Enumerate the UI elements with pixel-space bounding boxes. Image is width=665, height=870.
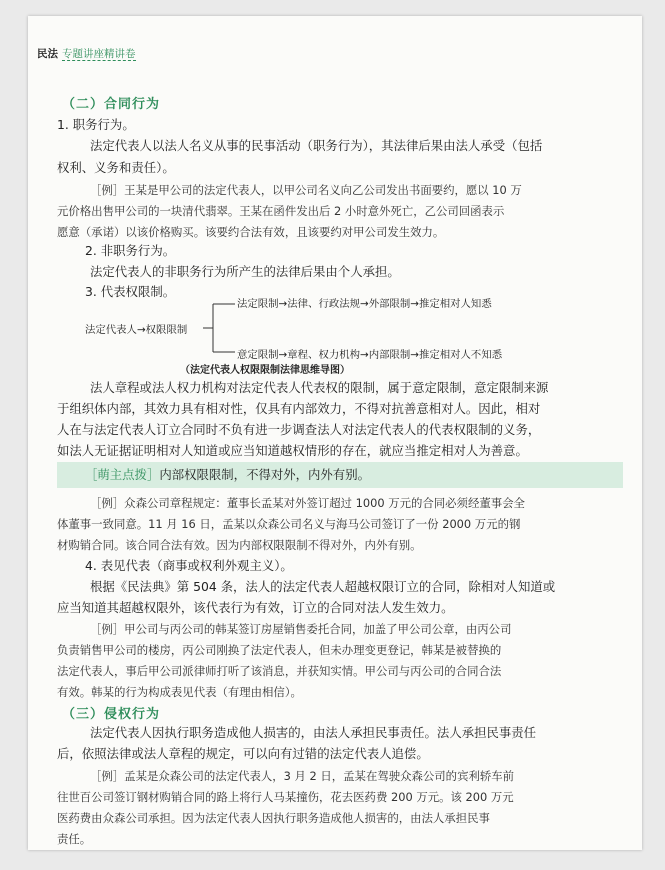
example-line: ［例］众森公司章程规定：董事长孟某对外签订超过 1000 万元的合同必须经董事会全 — [90, 496, 525, 510]
example-line: ［例］王某是甲公司的法定代表人，以甲公司名义向乙公司发出书面要约，愿以 10 万 — [90, 183, 522, 197]
tip-text: 内部权限限制，不得对外，内外有别。 — [159, 467, 370, 482]
example-line: 往世百公司签订钢材购销合同的路上将行人马某撞伤，花去医药费 200 万元。该 200 万元 — [57, 790, 514, 804]
subheading-authority-limit: 3. 代表权限制。 — [85, 284, 176, 299]
paragraph-line: 根据《民法典》第 504 条，法人的法定代表人超越权限订立的合同，除相对人知道或 — [90, 579, 556, 594]
example-line: ［例］孟某是众森公司的法定代表人，3 月 2 日，孟某在驾驶众森公司的宾利轿车前 — [90, 769, 515, 783]
paragraph-line: 应当知道其超越权限外，该代表行为有效，订立的合同对法人发生效力。 — [57, 600, 454, 615]
subheading-duty-act: 1. 职务行为。 — [57, 117, 135, 132]
diagram-bracket — [203, 300, 237, 356]
example-line: 负责销售甲公司的楼房，丙公司刚换了法定代表人，但未办理变更登记，韩某是被替换的 — [57, 643, 502, 657]
paragraph-line: 法定代表人因执行职务造成他人损害的，由法人承担民事责任。法人承担民事责任 — [90, 725, 537, 740]
example-line: 医药费由众森公司承担。因为法定代表人因执行职务造成他人损害的，由法人承担民事 — [57, 811, 490, 825]
paragraph-line: 于组织体内部，其效力具有相对性，仅具有内部效力，不得对抗善意相对人。因此，相对 — [57, 401, 541, 416]
example-line: 材购销合同。该合同合法有效。因为内部权限限制不得对外，内外有别。 — [57, 538, 422, 552]
section-heading-contract: （二）合同行为 — [62, 97, 161, 112]
subheading-non-duty-act: 2. 非职务行为。 — [85, 243, 176, 258]
diagram-statutory-branch: 法定限制→法律、行政法规→外部限制→推定相对人知悉 — [237, 298, 492, 310]
tip-box — [57, 462, 623, 488]
paragraph-line: 法定代表人的非职务行为所产生的法律后果由个人承担。 — [90, 264, 400, 279]
paragraph-line: 人在与法定代表人订立合同时不负有进一步调查法人对法定代表人的代表权限制的义务， — [57, 422, 541, 437]
example-line: 有效。韩某的行为构成表见代表（有理由相信）。 — [57, 685, 302, 699]
example-line: 体董事一致同意。11 月 16 日，孟某以众森公司名义与海马公司签订了一份 2000 万元的钢 — [57, 517, 521, 531]
paragraph-line: 后，依照法律或法人章程的规定，可以向有过错的法定代表人追偿。 — [57, 746, 429, 761]
example-line: 元价格出售甲公司的一块清代翡翠。王某在函件发出后 2 小时意外死亡，乙公司回函表示 — [57, 204, 505, 218]
tip-label: ［萌主点拨］ — [85, 467, 160, 482]
book-title: 民法 — [37, 48, 58, 60]
book-subtitle: 专题讲座精讲卷 — [62, 48, 136, 60]
diagram-agreed-branch: 意定限制→章程、权力机构→内部限制→推定相对人不知悉 — [237, 349, 503, 361]
example-line: ［例］甲公司与丙公司的韩某签订房屋销售委托合同，加盖了甲公司公章，由丙公司 — [90, 622, 512, 636]
running-header — [37, 46, 136, 61]
paragraph-line: 权利、义务和责任）。 — [57, 160, 175, 175]
example-line: 愿意（承诺）以该价格购买。该要约合法有效，且该要约对甲公司发生效力。 — [57, 225, 445, 239]
example-line: 责任。 — [57, 832, 92, 846]
diagram-root: 法定代表人→权限限制 — [85, 324, 188, 336]
paragraph-line: 法人章程或法人权力机构对法定代表人代表权的限制，属于意定限制，意定限制来源 — [90, 380, 549, 395]
example-line: 法定代表人，事后甲公司派律师打听了该消息，并获知实情。甲公司与丙公司的合同合法 — [57, 664, 502, 678]
section-heading-tort: （三）侵权行为 — [62, 707, 161, 722]
diagram-caption: （法定代表人权限限制法律思维导图） — [180, 365, 350, 376]
paragraph-line: 法定代表人以法人名义从事的民事活动（职务行为），其法律后果由法人承受（包括 — [90, 138, 543, 153]
subheading-apparent-representation: 4. 表见代表（商事或权利外观主义）。 — [85, 558, 293, 573]
paragraph-line: 如法人无证据证明相对人知道或应当知道越权情形的存在，就应当推定相对人为善意。 — [57, 443, 528, 458]
